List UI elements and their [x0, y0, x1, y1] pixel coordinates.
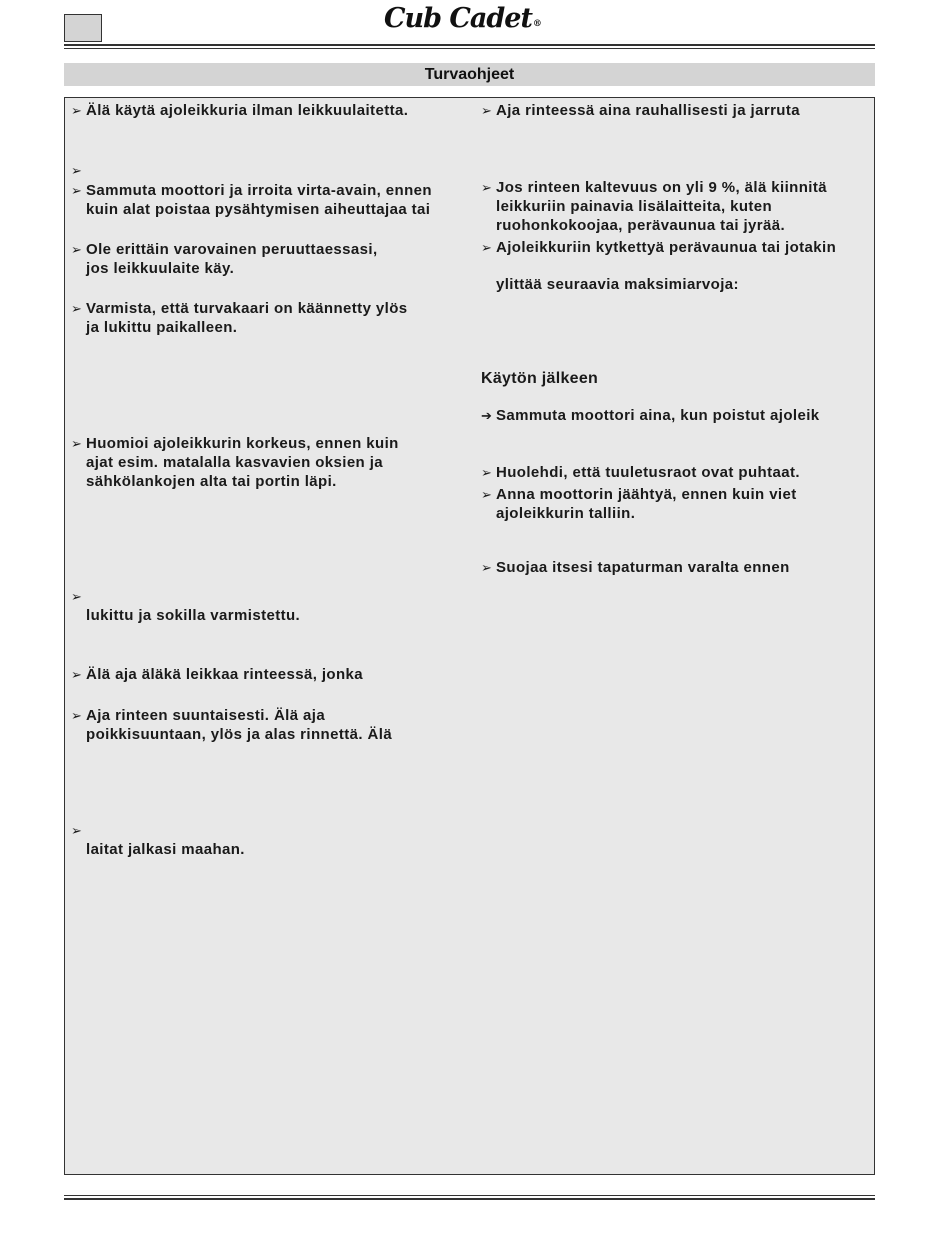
arrow-bullet-icon: ➢	[71, 163, 83, 178]
arrow-bullet-icon: ➢	[71, 242, 83, 257]
list-item	[71, 161, 91, 180]
list-item: ylittää seuraavia maksimiarvoja:	[496, 276, 739, 293]
list-item: ➢ Ajoleikkuriin kytkettyä perävaunua tai jotakin	[481, 239, 837, 256]
header-rule-thick	[64, 44, 875, 46]
list-item: ➢ Huomioi ajoleikkurin korkeus, ennen kuin ajat esim. matalalla kasvavien oksien ja sähkölankojen alta tai portin läpi.	[71, 435, 399, 490]
arrow-bullet-icon: ➢	[71, 589, 83, 604]
list-item: ➢ Aja rinteen suuntaisesti. Älä aja poikkisuuntaan, ylös ja alas rinnettä. Älä	[71, 707, 393, 743]
arrow-bullet-icon: ➢	[481, 560, 493, 575]
list-item: ➢ Aja rinteessä aina rauhallisesti ja jarruta	[481, 102, 801, 119]
list-item: ➢ Anna moottorin jäähtyä, ennen kuin viet ajoleikkurin talliin.	[481, 486, 797, 522]
list-item: ➢ lukittu ja sokilla varmistettu.	[71, 589, 301, 624]
list-item: ➢ Älä aja äläkä leikkaa rinteessä, jonka	[71, 666, 364, 683]
after-use-heading: Käytön jälkeen	[481, 370, 599, 387]
arrow-bullet-icon: ➢	[481, 240, 493, 255]
arrow-bullet-icon: ➢	[481, 487, 493, 502]
page-number-box	[64, 14, 102, 42]
list-item: ➢ Jos rinteen kaltevuus on yli 9 %, älä kiinnitä leikkuriin painavia lisälaitteita, kuten ruohonkokoojaa, perävaunua tai jyrää.	[481, 179, 828, 234]
arrow-bullet-icon: ➢	[71, 667, 83, 682]
list-item: ➢ Älä käytä ajoleikkuria ilman leikkuulaitetta.	[71, 102, 409, 119]
arrow-bullet-icon: ➢	[71, 823, 83, 838]
list-item: ➢ Huolehdi, että tuuletusraot ovat puhtaat.	[481, 464, 800, 481]
list-item: ➢ Varmista, että turvakaari on käännetty ylös ja lukittu paikalleen.	[71, 300, 408, 336]
list-item: ➢ Sammuta moottori ja irroita virta-avain, ennen kuin alat poistaa pysähtymisen aiheuttajaa tai	[71, 182, 432, 218]
list-item: ➢ laitat jalkasi maahan.	[71, 823, 245, 858]
list-item: ➢ Ole erittäin varovainen peruuttaessasi, jos leikkuulaite käy.	[71, 241, 378, 277]
arrow-bullet-icon: ➢	[71, 708, 83, 723]
cub-cadet-logo: Cub Cadet®	[384, 3, 541, 34]
header-rule-thin	[64, 48, 875, 49]
section-title: Turvaohjeet	[64, 63, 875, 86]
arrow-bullet-icon: ➢	[71, 436, 83, 451]
list-item: ➔ Sammuta moottori aina, kun poistut ajoleik	[481, 407, 820, 424]
arrow-bullet-icon: ➢	[71, 183, 83, 198]
right-arrow-icon: ➔	[481, 408, 493, 423]
arrow-bullet-icon: ➢	[481, 103, 493, 118]
arrow-bullet-icon: ➢	[481, 180, 493, 195]
arrow-bullet-icon: ➢	[481, 465, 493, 480]
footer-rule-thin	[64, 1195, 875, 1196]
arrow-bullet-icon: ➢	[71, 301, 83, 316]
arrow-bullet-icon: ➢	[71, 103, 83, 118]
list-item: ➢ Suojaa itsesi tapaturman varalta ennen	[481, 559, 790, 576]
footer-rule-thick	[64, 1198, 875, 1200]
